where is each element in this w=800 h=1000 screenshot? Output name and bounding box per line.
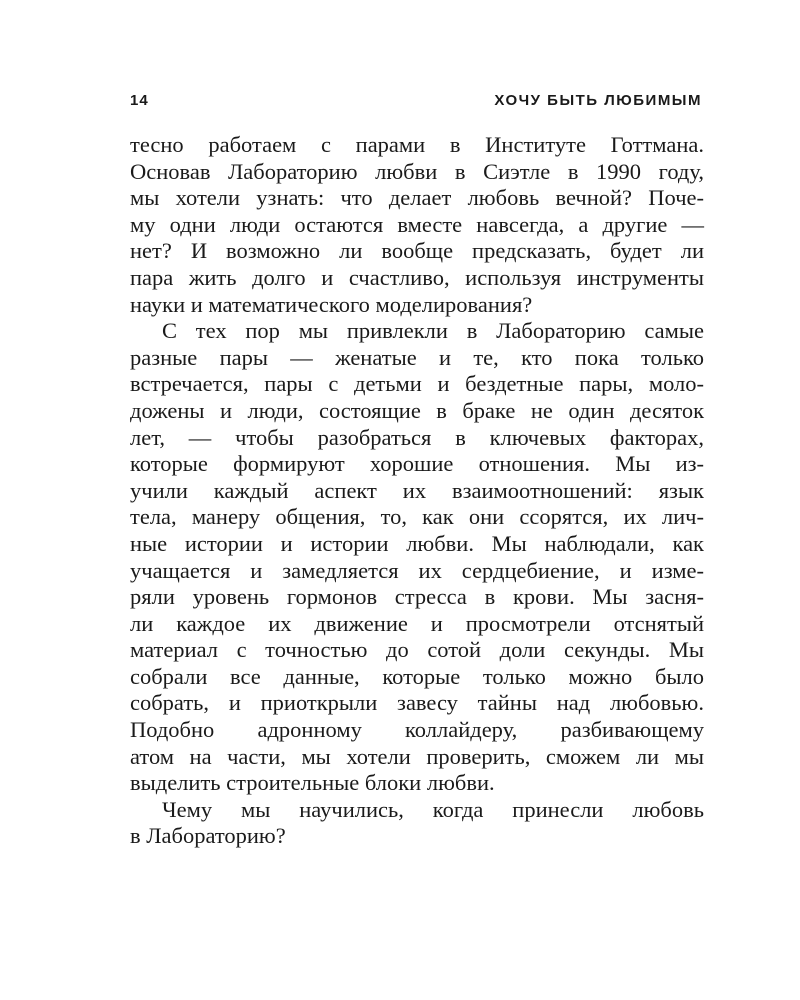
running-header	[130, 92, 702, 114]
text-line: лет, — чтобы разобраться в ключевых факторах,	[130, 424, 704, 450]
text-line: Основав Лабораторию любви в Сиэтле в 1990 году,	[130, 158, 704, 184]
paragraph	[130, 797, 704, 850]
text-line: которые формируют хорошие отношения. Мы из-	[130, 451, 704, 477]
text-line: Чему мы научились, когда принесли любовь	[162, 796, 704, 822]
text-line: материал с точностью до сотой доли секунды. Мы	[130, 637, 704, 663]
text-line: ряли уровень гормонов стресса в крови. Мы засня-	[130, 584, 704, 610]
text-line: тесно работаем с парами в Институте Готтмана.	[130, 132, 704, 157]
text-line: ные истории и истории любви. Мы наблюдали, как	[130, 530, 704, 556]
text-line: встречается, пары с детьми и бездетные пары, моло-	[130, 371, 704, 397]
text-line: тела, манеру общения, то, как они ссорятся, их лич-	[130, 504, 704, 530]
text-line: учащается и замедляется их сердцебиение, и изме-	[130, 557, 704, 583]
text-line: Подобно адронному коллайдеру, разбивающему	[130, 717, 704, 743]
paragraph	[130, 132, 704, 318]
paragraph	[130, 318, 704, 797]
text-line: мы хотели узнать: что делает любовь вечной? Поче-	[130, 185, 704, 211]
text-line: собрать, и приоткрыли завесу тайны над любовью.	[130, 690, 704, 716]
text-line: пара жить долго и счастливо, используя инструменты	[130, 264, 704, 290]
text-line: атом на части, мы хотели проверить, сможем ли мы	[130, 743, 704, 769]
running-title: ХОЧУ БЫТЬ ЛЮБИМЫМ	[494, 92, 702, 109]
page-number: 14	[130, 92, 149, 109]
text-line: дожены и люди, состоящие в браке не один десяток	[130, 397, 704, 423]
text-line: науки и математического моделирования?	[130, 291, 533, 317]
text-line: собрали все данные, которые только можно было	[130, 663, 704, 689]
text-line: разные пары — женатые и те, кто пока только	[130, 344, 704, 370]
text-line: выделить строительные блоки любви.	[130, 770, 495, 796]
text-line: ли каждое их движение и просмотрели отснятый	[130, 610, 704, 636]
text-line: нет? И возможно ли вообще предсказать, будет ли	[130, 238, 704, 264]
body-text	[130, 132, 704, 850]
text-line: учили каждый аспект их взаимоотношений: язык	[130, 477, 704, 503]
text-line: му одни люди остаются вместе навсегда, а другие —	[130, 211, 704, 237]
text-line: С тех пор мы привлекли в Лабораторию самые	[162, 318, 704, 344]
text-line: в Лабораторию?	[130, 823, 286, 849]
